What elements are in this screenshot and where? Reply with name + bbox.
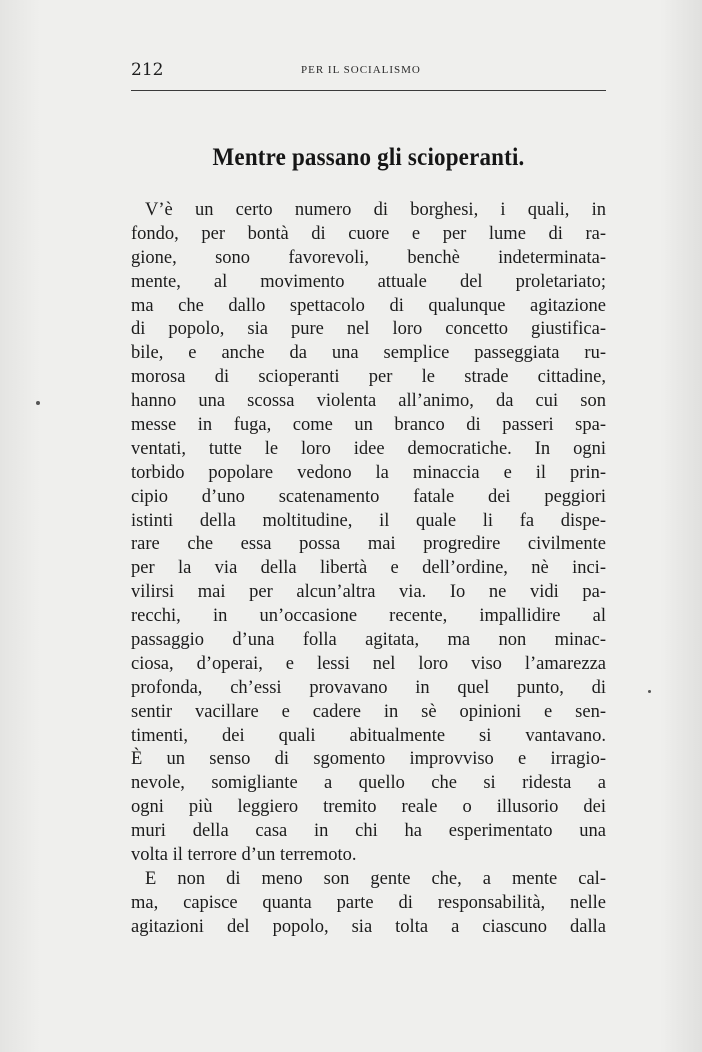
text-line: fondo, per bontà di cuore e per lume di ra- (131, 223, 606, 244)
text-line: cipio d’uno scatenamento fatale dei peggiori (131, 486, 606, 507)
text-line: per la via della libertà e dell’ordine, nè inci- (131, 558, 606, 579)
text-line: agitazioni del popolo, sia tolta a ciascuno dalla (131, 916, 606, 937)
text-line: recchi, in un’occasione recente, impallidire al (131, 606, 606, 627)
paper-spot (648, 690, 651, 693)
text-line: bile, e anche da una semplice passeggiata ru- (131, 343, 606, 364)
text-line: gione, sono favorevoli, benchè indeterminata- (131, 247, 606, 268)
text-line: nevole, somigliante a quello che si ridesta a (131, 773, 606, 794)
text-line: ventati, tutte le loro idee democratiche. In ogni (131, 438, 606, 459)
text-line: vilirsi mai per alcun’altra via. Io ne vidi pa- (131, 582, 606, 603)
text-line: timenti, dei quali abitualmente si vantavano. (131, 725, 606, 746)
text-line: muri della casa in chi ha esperimentato una (131, 821, 606, 842)
text-line: istinti della moltitudine, il quale li fa dispe- (131, 510, 606, 531)
text-line: rare che essa possa mai progredire civilmente (131, 534, 606, 555)
header-rule (131, 90, 606, 91)
text-line: V’è un certo numero di borghesi, i quali, in (145, 200, 606, 220)
text-line: È un senso di sgomento improvviso e irragio- (131, 749, 606, 770)
text-line: volta il terrore d’un terremoto. (131, 845, 357, 866)
text-line: ma, capisce quanta parte di responsabilità, nelle (131, 892, 606, 913)
text-line: E non di meno son gente che, a mente cal- (145, 868, 606, 889)
body-text (131, 199, 606, 940)
chapter-title: Mentre passano gli scioperanti. (212, 144, 525, 171)
paper-spot (36, 401, 40, 405)
text-line: mente, al movimento attuale del proletariato; (131, 271, 606, 292)
running-head (131, 60, 606, 84)
text-line: di popolo, sia pure nel loro concetto giustifica- (131, 319, 606, 340)
text-line: profonda, ch’essi provavano in quel punto, di (131, 677, 606, 698)
text-line: sentir vacillare e cadere in sè opinioni e sen- (131, 701, 606, 722)
text-line: ma che dallo spettacolo di qualunque agitazione (131, 295, 606, 316)
text-line: torbido popolare vedono la minaccia e il prin- (131, 462, 606, 483)
text-line: ciosa, d’operai, e lessi nel loro viso l’amarezza (131, 653, 606, 674)
text-line: passaggio d’una folla agitata, ma non minac- (131, 630, 606, 651)
text-line: morosa di scioperanti per le strade cittadine, (131, 367, 606, 388)
text-line: hanno una scossa violenta all’animo, da cui son (131, 391, 606, 412)
running-title: PER IL SOCIALISMO (301, 64, 421, 76)
text-line: ogni più leggiero tremito reale o illusorio dei (131, 797, 606, 818)
text-line: messe in fuga, come un branco di passeri spa- (131, 415, 606, 436)
page-number: 212 (131, 60, 164, 80)
